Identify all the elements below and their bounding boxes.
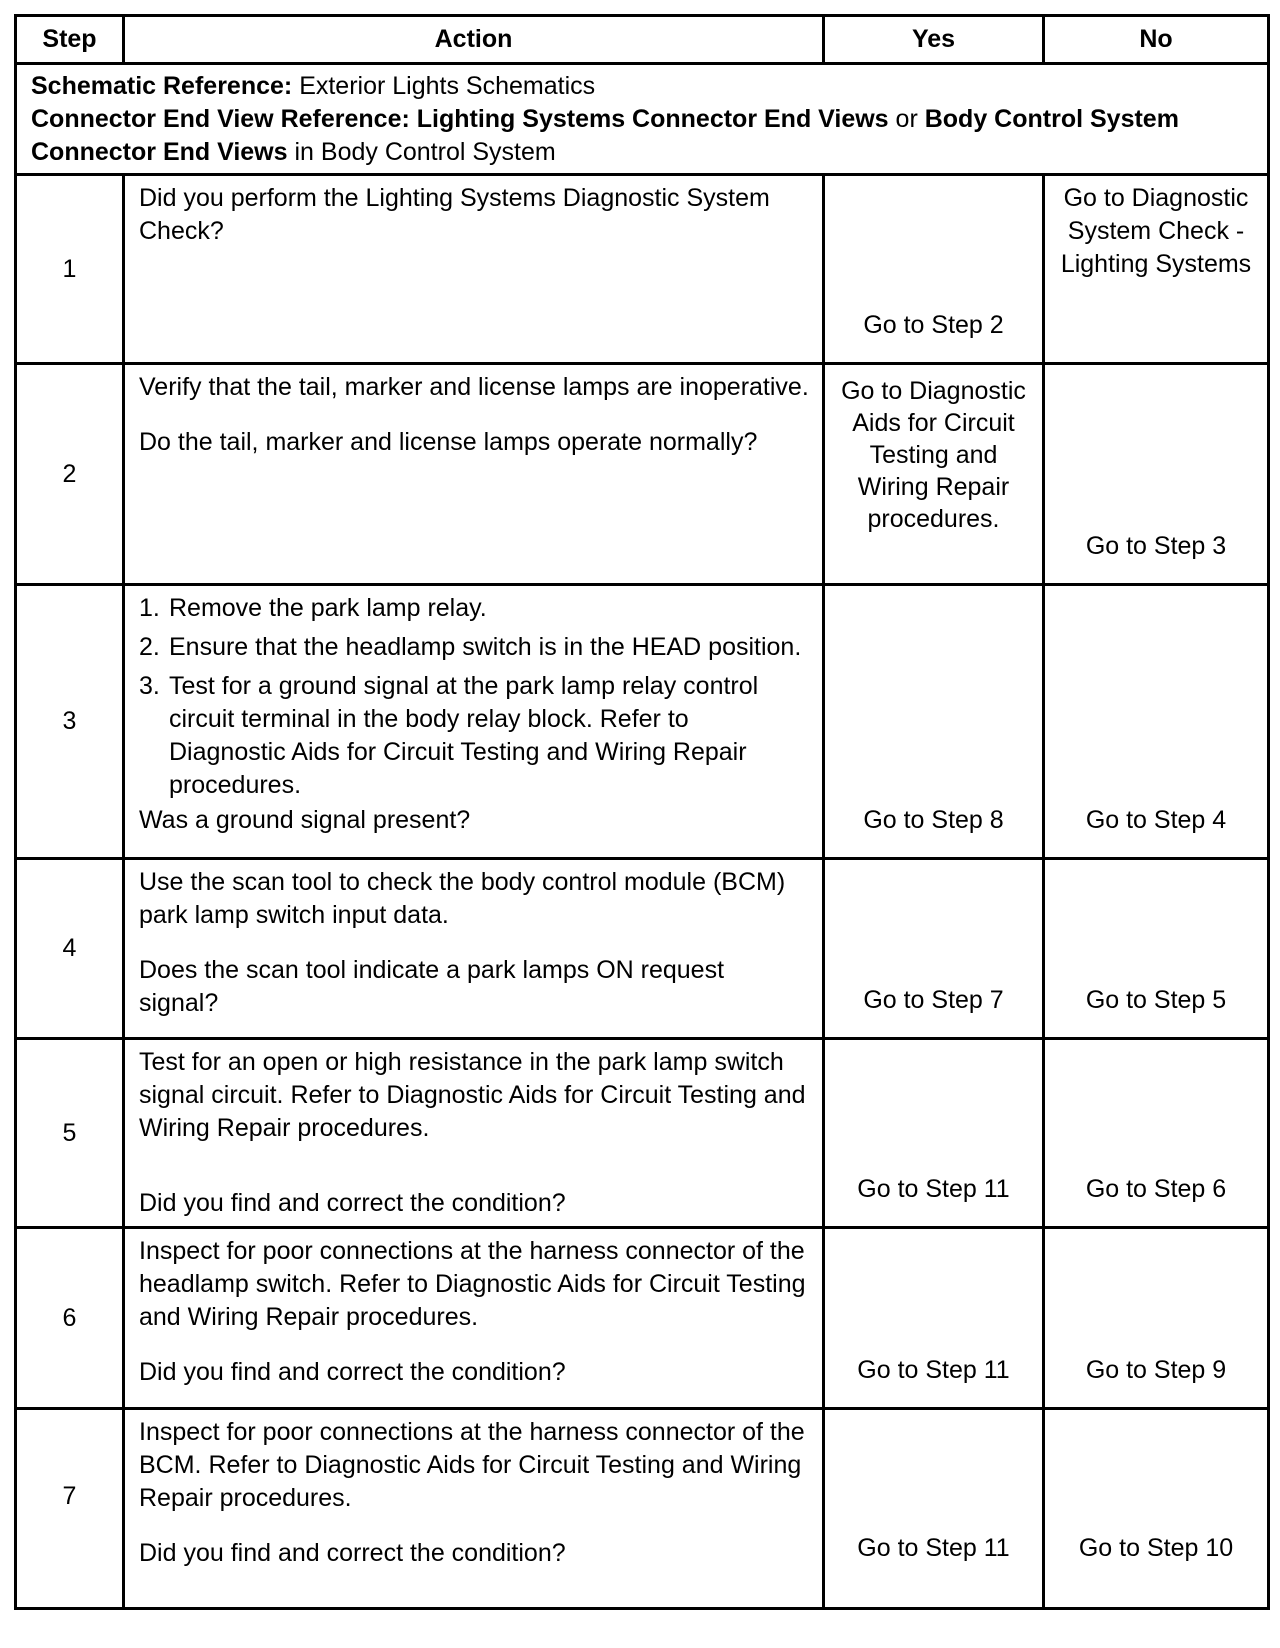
step-number: 3 [16, 585, 124, 859]
table-row [16, 1228, 1269, 1409]
action-cell [124, 1228, 824, 1409]
no-result[interactable]: Go to Step 6 [1044, 1039, 1269, 1228]
step-number: 5 [16, 1039, 124, 1228]
yes-result[interactable]: Go to Step 11 [824, 1228, 1044, 1409]
header-yes: Yes [824, 16, 1044, 64]
action-text: Inspect for poor connections at the harness connector of the BCM. Refer to Diagnostic Aids for Circuit Testing and Wiring Repair procedures. [139, 1418, 805, 1512]
yes-result[interactable]: Go to Diagnostic Aids for Circuit Testing and Wiring Repair procedures. [824, 364, 1044, 585]
action-cell [124, 364, 824, 585]
table-row [16, 175, 1269, 364]
yes-result[interactable]: Go to Step 2 [824, 175, 1044, 364]
no-result[interactable]: Go to Diagnostic System Check - Lighting Systems [1044, 175, 1269, 364]
diagnostic-table [14, 14, 1270, 1610]
reference-row [16, 64, 1269, 175]
connector-reference-suffix: in Body Control System [294, 138, 556, 166]
substep-item: 1. Remove the park lamp relay. [139, 594, 487, 622]
action-question: Did you find and correct the condition? [139, 1189, 566, 1217]
yes-result[interactable]: Go to Step 11 [824, 1039, 1044, 1228]
action-question: Do the tail, marker and license lamps operate normally? [139, 428, 758, 456]
schematic-reference-label: Schematic Reference: [31, 72, 293, 100]
no-result[interactable]: Go to Step 5 [1044, 859, 1269, 1039]
connector-reference-or: or [895, 105, 918, 133]
action-cell [124, 1409, 824, 1609]
no-result[interactable]: Go to Step 9 [1044, 1228, 1269, 1409]
action-cell [124, 859, 824, 1039]
step-number: 2 [16, 364, 124, 585]
table-row [16, 1039, 1269, 1228]
connector-reference-link-lighting[interactable]: Lighting Systems Connector End Views [416, 105, 889, 133]
action-text: Test for an open or high resistance in the park lamp switch signal circuit. Refer to Diagnostic Aids for Circuit Testing and Wiring Repair procedures. [139, 1048, 806, 1142]
action-cell [124, 585, 824, 859]
substep-list [139, 592, 810, 802]
substep-item: 3. Test for a ground signal at the park lamp relay control circuit terminal in the body relay block. Refer to Diagnostic Aids for Circuit Testing and Wiring Repair procedures. [139, 672, 759, 799]
action-question: Does the scan tool indicate a park lamps ON request signal? [139, 956, 725, 1017]
action-text: Use the scan tool to check the body control module (BCM) park lamp switch input data. [139, 868, 786, 929]
step-number: 7 [16, 1409, 124, 1609]
table-row [16, 859, 1269, 1039]
action-text: Inspect for poor connections at the harness connector of the headlamp switch. Refer to Diagnostic Aids for Circuit Testing and Wiring Repair procedures. [139, 1237, 806, 1331]
action-text: Verify that the tail, marker and license lamps are inoperative. [139, 373, 809, 401]
action-cell [124, 1039, 824, 1228]
header-no: No [1044, 16, 1269, 64]
reference-cell [16, 64, 1269, 175]
no-result[interactable]: Go to Step 3 [1044, 364, 1269, 585]
header-step: Step [16, 16, 124, 64]
header-action: Action [124, 16, 824, 64]
substep-item: 2. Ensure that the headlamp switch is in the HEAD position. [139, 633, 802, 661]
table-row [16, 364, 1269, 585]
table-row [16, 1409, 1269, 1609]
action-text: Did you perform the Lighting Systems Diagnostic System Check? [139, 184, 770, 245]
action-question: Did you find and correct the condition? [139, 1358, 566, 1386]
no-result[interactable]: Go to Step 4 [1044, 585, 1269, 859]
connector-reference-link-body-control[interactable]: Body Control System Connector End Views [31, 105, 1179, 166]
yes-result[interactable]: Go to Step 8 [824, 585, 1044, 859]
action-question: Did you find and correct the condition? [139, 1539, 566, 1567]
step-number: 4 [16, 859, 124, 1039]
step-number: 6 [16, 1228, 124, 1409]
step-number: 1 [16, 175, 124, 364]
connector-reference-label: Connector End View Reference: [31, 105, 410, 133]
header-row [16, 16, 1269, 64]
yes-result[interactable]: Go to Step 11 [824, 1409, 1044, 1609]
table-row [16, 585, 1269, 859]
no-result[interactable]: Go to Step 10 [1044, 1409, 1269, 1609]
yes-result[interactable]: Go to Step 7 [824, 859, 1044, 1039]
action-question: Was a ground signal present? [139, 806, 471, 834]
action-cell [124, 175, 824, 364]
schematic-reference-link[interactable]: Exterior Lights Schematics [299, 72, 596, 100]
